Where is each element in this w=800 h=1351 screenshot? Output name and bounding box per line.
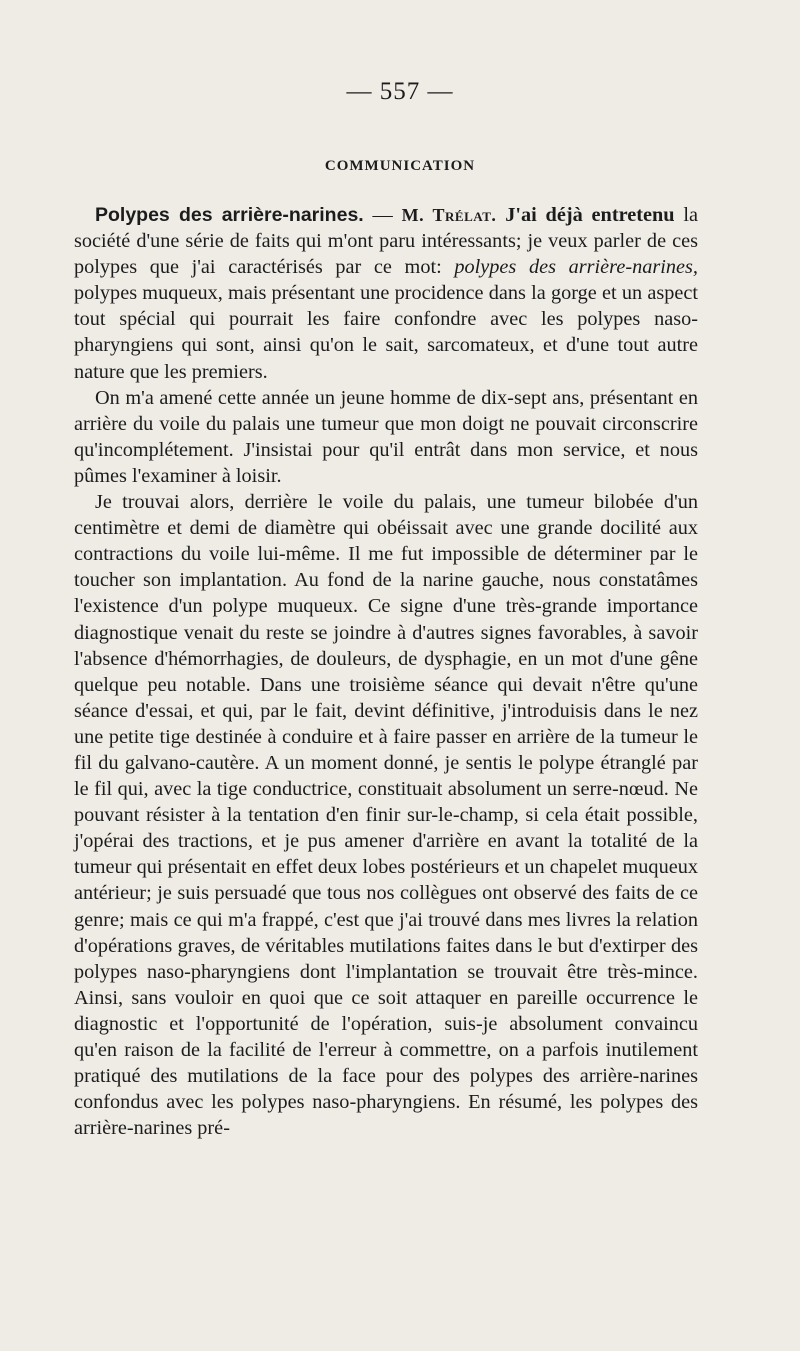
page-number: — 557 —	[346, 78, 454, 105]
author-name: M. Trélat.	[401, 205, 497, 225]
article-body	[74, 202, 698, 1141]
paragraph-2: On m'a amené cette année un jeune homme de dix-sept ans, présentant en arrière du voile du palais une tumeur que mon doigt ne pouvait circonscrire qu'incomplétement. J'insistai pour qu'il entrât dans mon service, et nous pûmes l'examiner à loisir.	[74, 386, 698, 487]
paragraph-3: Je trouvai alors, derrière le voile du palais, une tumeur bilobée d'un centimètre et demi de diamètre qui obéissait avec une grande docilité aux contractions du voile lui-même. Il me fut impossible de déterminer par le toucher son implantation. Au fond de la narine gauche, nous constatâmes l'existence d'un polype muqueux. Ce signe d'une très-grande importance diagnostique venait du reste se joindre à d'autres signes favorables, à savoir l'absence d'hémorrhagies, de douleurs, de dysphagie, en un mot d'une gêne quelque peu notable. Dans une troisième séance qui devait n'être qu'une séance d'essai, et qui, par le fait, devint définitive, j'introduisis dans le nez une petite tige destinée à conduire et à faire passer en arrière de la tumeur le fil du galvano-cautère. A un moment donné, je sentis le polype étranglé par le fil qui, avec la tige conductrice, constituait absolument un serre-nœud. Ne pouvant résister à la tentation d'en finir sur-le-champ, si cela était possible, j'opérai des tractions, et je pus amener d'arrière en avant la totalité de la tumeur qui présentait en effet deux lobes postérieurs et un chapelet muqueux antérieur; je suis persuadé que tous nos collègues ont observé des faits de ce genre; mais ce qui m'a frappé, c'est que j'ai trouvé dans mes livres la relation d'opérations graves, de véritables mutilations faites dans le but d'extirper des polypes naso-pharyngiens dont l'implantation se trouvait être très-mince. Ainsi, sans vouloir en quoi que ce soit attaquer en pareille occurrence le diagnostic et l'opportunité de l'opération, suis-je absolument convaincu qu'en raison de la facilité de l'erreur à commettre, on a parfois inutilement pratiqué des mutilations de la face pour des polypes des arrière-narines confondus avec les polypes naso-pharyngiens. En résumé, les polypes des arrière-narines pré-	[74, 491, 698, 1140]
section-title: COMMUNICATION	[324, 158, 476, 174]
paragraph-1-italic: polypes des arrière-narines,	[454, 256, 698, 279]
heading-dash: —	[363, 204, 402, 226]
paragraph-1-text-b: polypes muqueux, mais présentant une procidence dans la gorge et un aspect tout spécial qui pourrait les faire confondre avec les polypes naso-pharyngiens qui sont, ainsi qu'on le sait, sarcomateux, et d'une tout autre nature que les premiers.	[74, 282, 698, 383]
paragraph-1-text-a: la société d'une série de faits qui m'ont paru intéressants; je veux parler de ces polypes que j'ai caractérisés par ce mot:	[74, 204, 698, 279]
article-heading: Polypes des arrière-narines.	[95, 204, 364, 226]
paragraph-1	[74, 202, 698, 385]
paragraph-1-lead: J'ai déjà entretenu	[496, 204, 675, 226]
